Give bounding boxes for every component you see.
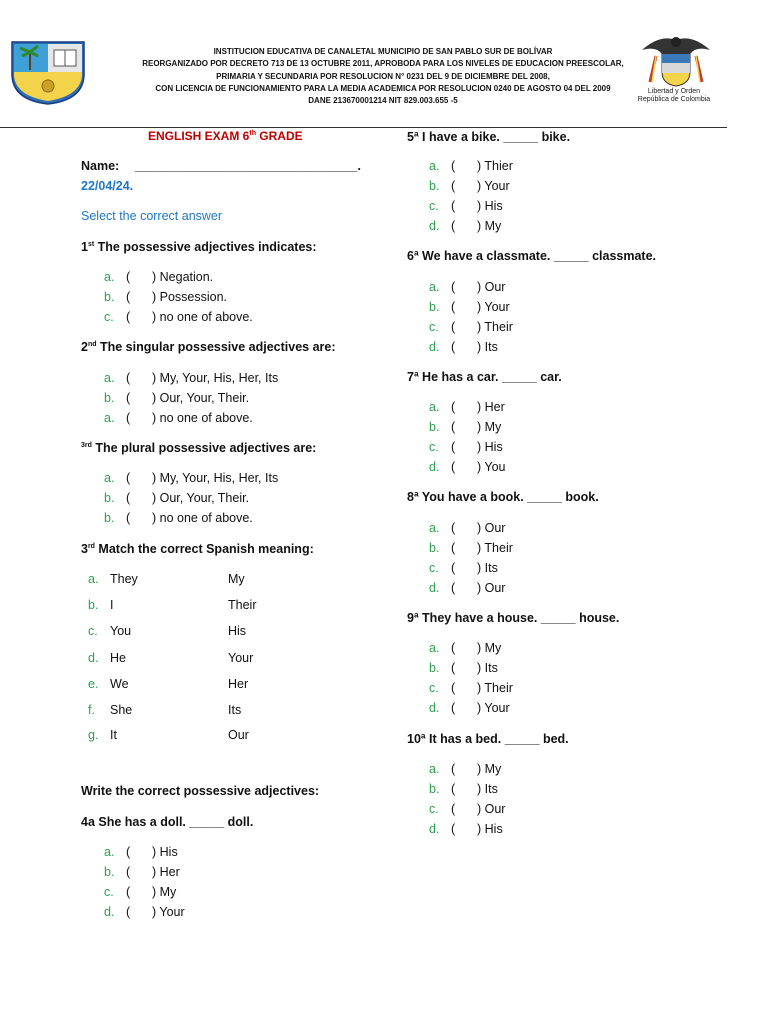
question-8: 8ª You have a book. _____ book.: [407, 490, 599, 504]
option-text: ) no one of above.: [152, 511, 253, 525]
match-spanish: Your: [228, 651, 254, 665]
option-text: ) Its: [477, 561, 498, 575]
option-checkbox[interactable]: (: [451, 320, 456, 334]
option-letter: d.: [429, 701, 440, 715]
option-text: ) My: [477, 420, 502, 434]
exam-date: 22/04/24.: [81, 179, 134, 193]
option-text: ) Her: [477, 400, 505, 414]
option-text: ) Our: [477, 280, 506, 294]
option[interactable]: [429, 701, 510, 715]
option[interactable]: [429, 581, 505, 595]
option[interactable]: [104, 371, 278, 385]
option-letter: a.: [104, 371, 115, 385]
option-text: ) no one of above.: [152, 310, 253, 324]
option[interactable]: [104, 905, 185, 919]
option-checkbox[interactable]: (: [126, 371, 131, 385]
option-text: ) Our, Your, Their.: [152, 391, 250, 405]
option-checkbox[interactable]: (: [451, 400, 456, 414]
match-row: [88, 703, 241, 717]
match-row: [88, 598, 256, 612]
option-checkbox[interactable]: (: [451, 280, 456, 294]
option[interactable]: [104, 471, 278, 485]
option-checkbox[interactable]: (: [126, 391, 131, 405]
question-match: [81, 542, 314, 556]
question-sup: st: [87, 240, 95, 248]
option-text: ) Our: [477, 521, 506, 535]
option-letter: a.: [429, 521, 440, 535]
option-checkbox[interactable]: (: [451, 802, 456, 816]
option-checkbox[interactable]: (: [126, 885, 131, 899]
option-letter: c.: [429, 802, 439, 816]
option-text: ) His: [152, 845, 178, 859]
option-text: ) Her: [152, 865, 180, 879]
option[interactable]: [429, 179, 510, 193]
option-letter: c.: [429, 561, 439, 575]
option-checkbox[interactable]: (: [451, 641, 456, 655]
match-letter: c.: [88, 624, 98, 638]
option-text: ) Its: [477, 782, 498, 796]
option-text: ) Our, Your, Their.: [152, 491, 250, 505]
match-row: [88, 624, 246, 638]
option[interactable]: [429, 300, 510, 314]
option-letter: c.: [429, 320, 439, 334]
option[interactable]: [429, 340, 498, 354]
match-english: You: [110, 624, 132, 638]
header-divider: [0, 127, 727, 128]
match-spanish: Its: [228, 703, 242, 717]
option-checkbox[interactable]: (: [451, 179, 456, 193]
option[interactable]: [429, 219, 501, 233]
option[interactable]: [429, 460, 506, 474]
match-row: [88, 572, 245, 586]
option-checkbox[interactable]: (: [126, 411, 131, 425]
option-text: ) Their: [477, 320, 513, 334]
option-checkbox[interactable]: (: [451, 159, 456, 173]
question-3: [81, 441, 316, 455]
option-letter: d.: [429, 822, 440, 836]
option-checkbox[interactable]: (: [451, 300, 456, 314]
match-letter: f.: [88, 703, 95, 717]
option-checkbox[interactable]: (: [126, 471, 131, 485]
option-text: ) Negation.: [152, 270, 214, 284]
option[interactable]: [429, 681, 513, 695]
option-checkbox[interactable]: (: [126, 865, 131, 879]
option-text: ) Your: [477, 701, 510, 715]
option-letter: b.: [429, 541, 440, 555]
option-checkbox[interactable]: (: [451, 420, 456, 434]
option-text: ) Thier: [477, 159, 513, 173]
option[interactable]: [104, 411, 253, 425]
option[interactable]: [104, 391, 249, 405]
option[interactable]: [429, 822, 503, 836]
option-checkbox[interactable]: (: [451, 681, 456, 695]
option[interactable]: [104, 290, 227, 304]
option-text: ) My, Your, His, Her, Its: [152, 371, 279, 385]
header-line-3: PRIMARIA Y SECUNDARIA POR RESOLUCION N° 0231 DEL 9 DE DICIEMBRE DEL 2008,: [216, 71, 550, 81]
option-checkbox[interactable]: (: [451, 340, 456, 354]
exam-title: [148, 129, 303, 143]
option-letter: b.: [104, 290, 115, 304]
option[interactable]: [429, 561, 498, 575]
question-text: The singular possessive adjectives are:: [96, 340, 336, 354]
question-9: 9ª They have a house. _____ house.: [407, 611, 620, 625]
option-checkbox[interactable]: (: [451, 762, 456, 776]
option-text: ) Possession.: [152, 290, 228, 304]
option-letter: a.: [104, 270, 115, 284]
option-checkbox[interactable]: (: [451, 701, 456, 715]
option-letter: a.: [429, 159, 440, 173]
header-line-4: CON LICENCIA DE FUNCIONAMIENTO PARA LA MEDIA ACADEMICA POR RESOLUCION 0240 DE AGOSTO 04 DEL 2009: [155, 83, 611, 93]
match-spanish: Our: [228, 728, 249, 742]
option-letter: a.: [429, 280, 440, 294]
option[interactable]: [104, 845, 178, 859]
option-letter: b.: [429, 661, 440, 675]
option-letter: b.: [104, 511, 115, 525]
question-text: The plural possessive adjectives are:: [91, 441, 317, 455]
match-letter: e.: [88, 677, 99, 691]
question-number: 1: [81, 240, 88, 254]
option-letter: c.: [429, 440, 439, 454]
option-checkbox[interactable]: (: [126, 290, 131, 304]
option-checkbox[interactable]: (: [451, 561, 456, 575]
option[interactable]: [429, 521, 505, 535]
option[interactable]: [429, 420, 501, 434]
option-checkbox[interactable]: (: [451, 541, 456, 555]
option-text: ) Your: [477, 179, 510, 193]
exam-title-sup: th: [249, 130, 256, 137]
option-checkbox[interactable]: (: [126, 511, 131, 525]
question-4: 4a She has a doll. _____ doll.: [81, 815, 254, 829]
crest-caption: [622, 88, 726, 104]
match-letter: a.: [88, 572, 99, 586]
option-checkbox[interactable]: (: [451, 822, 456, 836]
match-english: They: [110, 572, 138, 586]
option-checkbox[interactable]: (: [126, 310, 131, 324]
option[interactable]: [104, 310, 253, 324]
option[interactable]: [429, 320, 513, 334]
option-text: ) My: [152, 885, 177, 899]
option-text: ) Their: [477, 681, 513, 695]
option-letter: b.: [104, 865, 115, 879]
option-text: ) Your: [152, 905, 185, 919]
option[interactable]: [429, 440, 503, 454]
option[interactable]: [104, 491, 249, 505]
option[interactable]: [429, 641, 501, 655]
option[interactable]: [429, 159, 513, 173]
match-spanish: My: [228, 572, 245, 586]
option-letter: c.: [104, 885, 114, 899]
exam-title-text: ENGLISH EXAM 6: [148, 129, 250, 143]
option-letter: a.: [104, 471, 115, 485]
option[interactable]: [429, 199, 503, 213]
option-text: ) Our: [477, 802, 506, 816]
header-line-1: INSTITUCION EDUCATIVA DE CANALETAL MUNICIPIO DE SAN PABLO SUR DE BOLÍVAR: [213, 47, 553, 56]
option[interactable]: [429, 782, 498, 796]
option-text: ) His: [477, 822, 503, 836]
question-6: 6ª We have a classmate. _____ classmate.: [407, 249, 657, 263]
crest-caption-2: República de Colombia: [637, 96, 711, 103]
match-spanish: His: [228, 624, 247, 638]
option[interactable]: [429, 280, 505, 294]
option-checkbox[interactable]: (: [126, 905, 131, 919]
option-text: ) His: [477, 440, 503, 454]
instruction: Select the correct answer: [81, 209, 223, 223]
option-letter: c.: [429, 199, 439, 213]
option[interactable]: [104, 511, 253, 525]
option-text: ) My, Your, His, Her, Its: [152, 471, 279, 485]
option-text: ) My: [477, 219, 502, 233]
option-letter: b.: [104, 391, 115, 405]
option[interactable]: [104, 885, 176, 899]
option[interactable]: [429, 541, 513, 555]
option-letter: b.: [429, 420, 440, 434]
option-letter: b.: [429, 300, 440, 314]
match-english: We: [110, 677, 129, 691]
option-text: ) Its: [477, 661, 498, 675]
option[interactable]: [429, 661, 498, 675]
option-letter: a.: [429, 641, 440, 655]
option-checkbox[interactable]: (: [451, 219, 456, 233]
option-letter: b.: [104, 491, 115, 505]
header-line-2: REORGANIZADO POR DECRETO 713 DE 13 OCTUBRE 2011, APROBODA PARA LOS NIVELES DE EDUCACION PREESCOLAR,: [142, 59, 624, 69]
question-number: 3: [81, 542, 88, 556]
exam-title-grade: GRADE: [255, 129, 303, 143]
match-spanish: Their: [228, 598, 257, 612]
option-text: ) His: [477, 199, 503, 213]
option-letter: d.: [429, 460, 440, 474]
option-checkbox[interactable]: (: [451, 440, 456, 454]
section-heading: Write the correct possessive adjectives:: [81, 784, 320, 798]
header-line-5: DANE 213670001214 NIT 829.003.655 -5: [308, 96, 458, 106]
option-text: ) Their: [477, 541, 513, 555]
option-letter: d.: [104, 905, 115, 919]
match-letter: d.: [88, 651, 99, 665]
option[interactable]: [429, 802, 505, 816]
option-letter: b.: [429, 179, 440, 193]
question-sup: rd: [87, 542, 95, 550]
question-sup: nd: [87, 340, 97, 348]
crest-caption-1: Libertad y Orden: [647, 88, 701, 95]
match-english: She: [110, 703, 133, 717]
school-shield-logo: [8, 40, 88, 106]
option-letter: a.: [429, 762, 440, 776]
option-checkbox[interactable]: (: [451, 460, 456, 474]
option-checkbox[interactable]: (: [451, 782, 456, 796]
option-letter: d.: [429, 340, 440, 354]
match-spanish: Her: [228, 677, 249, 691]
option-text: ) My: [477, 762, 502, 776]
question-number: 2: [81, 340, 88, 354]
option-letter: b.: [429, 782, 440, 796]
school-header: [120, 46, 646, 107]
option-letter: c.: [104, 310, 114, 324]
question-text: The possessive adjectives indicates:: [94, 240, 317, 254]
question-7: 7ª He has a car. _____ car.: [407, 370, 562, 384]
name-line: ________________________________.: [135, 159, 361, 173]
option-letter: a.: [104, 411, 115, 425]
name-field: [81, 159, 361, 173]
question-text: Match the correct Spanish meaning:: [94, 542, 314, 556]
option-letter: d.: [429, 219, 440, 233]
name-label: Name:: [81, 159, 120, 173]
option-text: ) Its: [477, 340, 498, 354]
option[interactable]: [104, 270, 213, 284]
question-10: 10ª It has a bed. _____ bed.: [407, 732, 569, 746]
option-checkbox[interactable]: (: [126, 845, 131, 859]
option-letter: a.: [429, 400, 440, 414]
option-text: ) no one of above.: [152, 411, 253, 425]
option-checkbox[interactable]: (: [126, 491, 131, 505]
option[interactable]: [104, 865, 180, 879]
option-text: ) My: [477, 641, 502, 655]
question-1: [81, 240, 317, 254]
option-text: ) Your: [477, 300, 510, 314]
match-row: [88, 651, 253, 665]
match-letter: b.: [88, 598, 99, 612]
question-2: [81, 340, 336, 354]
match-english: It: [110, 728, 117, 742]
option-checkbox[interactable]: (: [451, 661, 456, 675]
match-row: [88, 677, 248, 691]
match-english: I: [110, 598, 114, 612]
option-letter: d.: [429, 581, 440, 595]
match-english: He: [110, 651, 126, 665]
option-letter: c.: [429, 681, 439, 695]
option-checkbox[interactable]: (: [451, 199, 456, 213]
option[interactable]: [429, 400, 505, 414]
option-checkbox[interactable]: (: [126, 270, 131, 284]
option-text: ) Our: [477, 581, 506, 595]
question-sup: 3rd: [81, 441, 92, 449]
option-text: ) You: [477, 460, 506, 474]
option[interactable]: [429, 762, 501, 776]
option-letter: a.: [104, 845, 115, 859]
option-checkbox[interactable]: (: [451, 581, 456, 595]
match-letter: g.: [88, 728, 99, 742]
option-checkbox[interactable]: (: [451, 521, 456, 535]
question-5: 5ª I have a bike. _____ bike.: [407, 130, 571, 144]
match-row: [88, 728, 249, 742]
